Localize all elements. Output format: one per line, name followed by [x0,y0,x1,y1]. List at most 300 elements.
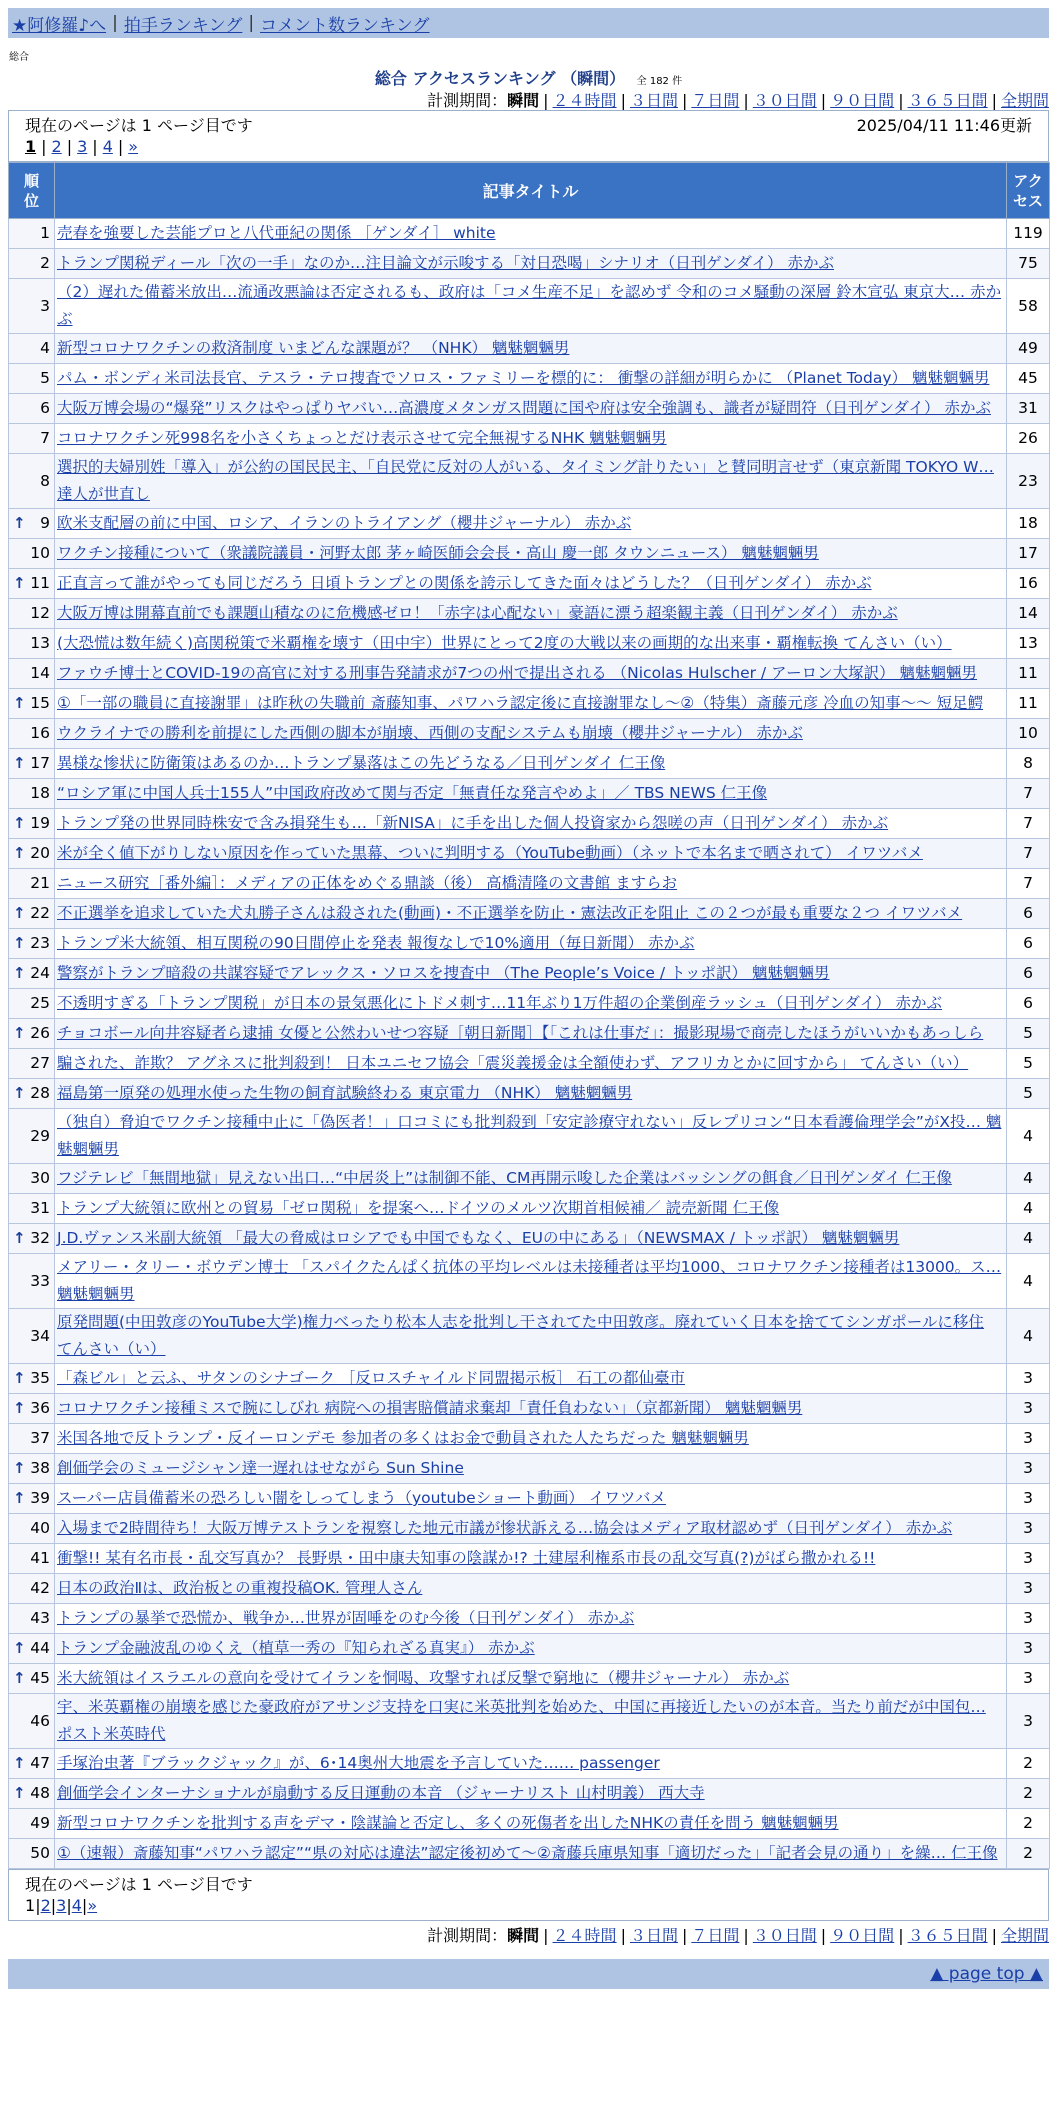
title-cell [55,839,1007,869]
table-row [9,989,1050,1019]
rank-cell [9,1224,55,1254]
period-selector-bottom [8,1923,1049,1945]
rank-number: 44 [30,1639,50,1657]
rank-cell [9,1574,55,1604]
period-link[interactable]: ９０日間 [830,1926,895,1945]
title-cell [55,1309,1007,1364]
rank-number: 18 [30,784,50,802]
rank-up-icon: ↑ [13,574,26,592]
period-link[interactable]: ３６５日間 [907,91,988,110]
title-cell [55,364,1007,394]
access-count: 3 [1007,1394,1050,1424]
rank-cell [9,539,55,569]
table-row [9,1544,1050,1574]
table-row [9,959,1050,989]
table-row [9,424,1050,454]
period-link[interactable]: ３０日間 [752,1926,817,1945]
rank-cell [9,1779,55,1809]
rank-up-icon: ↑ [13,964,26,982]
access-count: 49 [1007,334,1050,364]
access-count: 4 [1007,1254,1050,1309]
rank-cell [9,1694,55,1749]
article-link[interactable]: 福島第一原発の処理水使った生物の飼育試験終わる 東京電力 （NHK） 魑魅魍魎男 [57,1084,633,1102]
article-link[interactable]: ニュース研究［番外編］：メディアの正体をめぐる鼎談（後） 高橋清隆の文書館 ますらお [57,874,678,892]
rank-number: 42 [30,1579,50,1597]
rank-column-header: 順位 [9,163,55,219]
title-cell [55,719,1007,749]
article-link[interactable]: ①「一部の職員に直接謝罪」は昨秋の失職前 斎藤知事、パワハラ認定後に直接謝罪なし〜②（特集）斎藤元彦 冷血の知事〜〜 短足鰐 [57,694,984,712]
rank-cell [9,364,55,394]
article-link[interactable]: トランプ大統領に欧州との貿易「ゼロ関税」を提案へ…ドイツのメルツ次期首相候補／ 読売新聞 仁王像 [57,1199,780,1217]
title-cell [55,749,1007,779]
table-row [9,569,1050,599]
title-cell [55,1224,1007,1254]
table-row [9,1839,1050,1869]
updated-timestamp: 2025/04/11 11:46更新 [856,115,1032,135]
table-row [9,1664,1050,1694]
article-link[interactable]: トランプ関税ディール「次の一手」なのか…注目論文が示唆する「対日恐喝」シナリオ（日刊ゲンダイ） 赤かぶ [57,254,834,272]
rank-cell [9,279,55,334]
rank-number: 48 [30,1784,50,1802]
table-row [9,839,1050,869]
article-link[interactable]: コロナワクチン接種ミスで腕にしびれ 病院への損害賠償請求棄却「責任負わない」（京都新聞） 魑魅魍魎男 [57,1399,803,1417]
access-count: 4 [1007,1164,1050,1194]
access-count: 10 [1007,719,1050,749]
period-label: 計測期間： [427,91,508,110]
article-link[interactable]: トランプの暴挙で恐慌か、戦争か…世界が固唾をのむ今後（日刊ゲンダイ） 赤かぶ [57,1609,635,1627]
period-separator: | [820,91,827,110]
article-link[interactable]: （2）遅れた備蓄米放出…流通改悪論は否定されるも、政府は「コメ生産不足」を認めず 令和のコメ騒動の深層 鈴木宣弘 東京大… 赤かぶ [57,283,1002,328]
title-cell [55,1079,1007,1109]
home-link[interactable]: ★阿修羅♪へ [12,15,107,36]
article-link[interactable]: 売春を強要した芸能プロと八代亜紀の関係 ［ゲンダイ］ white [57,224,496,242]
article-link[interactable]: 不透明すぎる「トランプ関税」が日本の景気悪化にトドメ刺す…11年ぶり1万件超の企業倒産ラッシュ（日刊ゲンダイ） 赤かぶ [57,994,943,1012]
total-count: 全 182 件 [636,76,683,87]
access-count: 3 [1007,1484,1050,1514]
article-link[interactable]: 大阪万博会場の“爆発”リスクはやっぱりヤバい…高濃度メタンガス問題に国や府は安全強調も、識者が疑問符（日刊ゲンダイ） 赤かぶ [57,399,991,417]
table-row [9,749,1050,779]
article-link[interactable]: トランプ発の世界同時株安で含み損発生も…「新NISA」に手を出した個人投資家から怨嗟の声（日刊ゲンダイ） 赤かぶ [57,814,889,832]
access-count: 13 [1007,629,1050,659]
title-cell [55,424,1007,454]
rank-number: 7 [40,429,50,447]
page-link[interactable]: 3 [56,1895,67,1915]
rank-cell [9,659,55,689]
rank-number: 47 [30,1754,50,1772]
rank-number: 10 [30,544,50,562]
title-cell [55,1694,1007,1749]
table-row [9,1164,1050,1194]
rank-number: 26 [30,1024,50,1042]
period-separator: | [991,1926,997,1945]
title-cell [55,899,1007,929]
title-cell [55,989,1007,1019]
period-separator: | [991,91,997,110]
rank-cell [9,424,55,454]
page-title-text: 総合 アクセスランキング （瞬間） [374,69,626,88]
period-link[interactable]: 全期間 [1000,1926,1049,1945]
rank-up-icon: ↑ [13,1399,26,1417]
article-link[interactable]: パム・ボンディ米司法長官、テスラ・テロ捜査でソロス・ファミリーを標的に： 衝撃の詳細が明らかに （Planet Today） 魑魅魍魎男 [57,369,990,387]
article-link[interactable]: ワクチン接種について（衆議院議員・河野太郎 茅ヶ崎医師会会長・高山 慶一郎 タウンニュース） 魑魅魍魎男 [57,544,819,562]
period-link[interactable]: ７日間 [691,1926,740,1945]
rank-cell [9,1634,55,1664]
rank-cell [9,809,55,839]
table-row [9,1394,1050,1424]
access-count: 17 [1007,539,1050,569]
title-cell [55,1194,1007,1224]
table-row [9,1079,1050,1109]
rank-up-icon: ↑ [13,814,26,832]
rank-number: 34 [30,1326,50,1345]
table-row [9,364,1050,394]
rank-number: 22 [30,904,50,922]
title-cell [55,629,1007,659]
table-row [9,1484,1050,1514]
access-count: 23 [1007,454,1050,509]
article-link[interactable]: 大阪万博は開幕直前でも課題山積なのに危機感ゼロ！「赤字は心配ない」豪語に漂う超楽観主義（日刊ゲンダイ） 赤かぶ [57,604,898,622]
table-row [9,1634,1050,1664]
page-separator: | [81,1895,88,1915]
rank-cell [9,689,55,719]
access-count: 4 [1007,1194,1050,1224]
page-top-link[interactable]: ▲ page top ▲ [930,1964,1043,1984]
title-cell [55,509,1007,539]
title-cell [55,249,1007,279]
table-row [9,1809,1050,1839]
rank-cell [9,1454,55,1484]
table-row [9,509,1050,539]
article-link[interactable]: チョコボール向井容疑者ら逮捕 女優と公然わいせつ容疑［朝日新聞］【「これは仕事だ」：撮影現場で商売したほうがいいかもあっしら [57,1024,984,1042]
article-link[interactable]: 警察がトランプ暗殺の共謀容疑でアレックス・ソロスを捜査中 （The People’s Voice / トッポ訳） 魑魅魍魎男 [57,964,830,982]
table-row [9,629,1050,659]
article-link[interactable]: 衝撃!! 某有名市長・乱交写真か？ 長野県・田中康夫知事の陰謀か!? 土建屋利権系市長の乱交写真(?)がばら撒かれる!! [57,1549,876,1567]
period-separator: | [543,1926,549,1945]
rank-cell [9,219,55,249]
period-current: 瞬間 [507,1926,540,1945]
rank-up-icon: ↑ [13,1639,26,1657]
article-link[interactable]: 米大統領はイスラエルの意向を受けてイランを恫喝、攻撃すれば反撃で窮地に（櫻井ジャーナル） 赤かぶ [57,1669,790,1687]
article-link[interactable]: 原発問題(中田敦彦のYouTube大学)権力べったり松本人志を批判し干されてた中田敦彦。廃れていく日本を捨ててシンガポールに移住 てんさい（い） [57,1313,984,1358]
article-link[interactable]: メアリー・タリー・ボウデン博士 「スパイクたんぱく抗体の平均レベルは未接種者は平均1000、コロナワクチン接種者は13000。ス… 魑魅魍魎男 [57,1258,1002,1303]
table-row [9,1364,1050,1394]
rank-cell [9,1309,55,1364]
access-count: 7 [1007,809,1050,839]
table-row [9,1454,1050,1484]
footer-bar [8,1959,1049,1989]
page-link[interactable]: 3 [77,136,88,156]
rank-number: 45 [30,1669,50,1687]
table-row [9,1109,1050,1164]
title-cell [55,869,1007,899]
period-link[interactable]: ２４時間 [552,91,617,110]
rank-cell [9,1839,55,1869]
applause-ranking-link[interactable]: 拍手ランキング [123,15,243,36]
period-link[interactable]: ３日間 [629,91,678,110]
page-separator: | [66,1895,72,1915]
rank-number: 49 [30,1814,50,1832]
rank-up-icon: ↑ [13,1669,26,1687]
table-row [9,779,1050,809]
period-link[interactable]: ２４時間 [552,1926,617,1945]
table-row [9,659,1050,689]
pagination-top [8,110,1049,162]
rank-number: 1 [40,224,50,242]
table-row [9,599,1050,629]
rank-number: 11 [30,574,50,592]
period-separator: | [743,91,749,110]
page-link[interactable]: 4 [102,136,113,156]
access-count: 3 [1007,1544,1050,1574]
title-cell [55,959,1007,989]
access-count: 7 [1007,779,1050,809]
title-cell [55,569,1007,599]
table-row [9,1309,1050,1364]
period-separator: | [820,1926,827,1945]
title-cell [55,1779,1007,1809]
title-cell [55,1164,1007,1194]
rank-number: 12 [30,604,50,622]
title-cell [55,279,1007,334]
rank-cell [9,334,55,364]
article-link[interactable]: (大恐慌は数年続く)高関税策で米覇権を壊す（田中宇）世界にとって2度の大戦以来の画期的な出来事・覇権転換 てんさい（い） [57,634,952,652]
rank-up-icon: ↑ [13,1084,26,1102]
article-link[interactable]: 入場まで2時間待ち！大阪万博テストランを視察した地元市議が惨状訴える…協会はメディア取材認めず（日刊ゲンダイ） 赤かぶ [57,1519,953,1537]
table-row [9,869,1050,899]
ranking-table [8,162,1050,1869]
access-count: 3 [1007,1574,1050,1604]
rank-number: 35 [30,1369,50,1387]
article-link[interactable]: 創価学会のミュージシャン達一遅れはせながら Sun Shine [57,1459,464,1477]
access-count: 45 [1007,364,1050,394]
rank-number: 30 [30,1169,50,1187]
access-count: 6 [1007,989,1050,1019]
rank-up-icon: ↑ [13,1024,26,1042]
access-count: 6 [1007,959,1050,989]
rank-cell [9,1394,55,1424]
title-cell [55,1604,1007,1634]
period-link[interactable]: ７日間 [691,91,740,110]
access-count: 5 [1007,1049,1050,1079]
article-link[interactable]: ウクライナでの勝利を前提にした西側の脚本が崩壊、西側の支配システムも崩壊（櫻井ジャーナル） 赤かぶ [57,724,803,742]
article-link[interactable]: スーパー店員備蓄米の恐ろしい闇をしってしまう（youtubeショート動画） イワツバメ [57,1489,667,1507]
rank-up-icon: ↑ [13,844,26,862]
period-separator: | [743,1926,749,1945]
title-cell [55,1544,1007,1574]
article-link[interactable]: 新型コロナワクチンの救済制度 いまどんな課題が？ （NHK） 魑魅魍魎男 [57,339,570,357]
title-cell [55,1254,1007,1309]
article-link[interactable]: 不正選挙を追求していた犬丸勝子さんは殺された(動画)・不正選挙を防止・憲法改正を阻止 この２つが最も重要な２つ イワツバメ [57,904,963,922]
access-count: 6 [1007,929,1050,959]
article-link[interactable]: 手塚治虫著『ブラックジャック』が、6･14奥州大地震を予言していた…… passenger [57,1754,660,1772]
title-cell [55,1839,1007,1869]
table-row [9,1049,1050,1079]
rank-number: 50 [30,1844,50,1862]
rank-cell [9,749,55,779]
page-link[interactable]: 2 [51,136,62,156]
access-count: 11 [1007,689,1050,719]
rank-number: 36 [30,1399,50,1417]
table-row [9,1779,1050,1809]
title-cell [55,1049,1007,1079]
rank-up-icon: ↑ [13,1754,26,1772]
article-link[interactable]: 「森ビル」と云ふ、サタンのシナゴーク ［反ロスチャイルド同盟掲示板］ 石工の都仙臺市 [57,1369,685,1387]
table-row [9,809,1050,839]
table-row [9,689,1050,719]
period-link[interactable]: ３０日間 [752,91,817,110]
article-link[interactable]: ①（速報）斎藤知事“パワハラ認定”“県の対応は違法”認定後初めて〜②斎藤兵庫県知事「適切だった」「記者会見の通り」を繰… 仁王像 [57,1844,998,1862]
access-count: 7 [1007,869,1050,899]
table-row [9,1749,1050,1779]
period-link[interactable]: ３日間 [629,1926,678,1945]
period-link[interactable]: ３６５日間 [907,1926,988,1945]
rank-number: 9 [40,514,50,532]
top-navigation-bar [8,8,1049,38]
period-link[interactable]: 全期間 [1000,91,1049,110]
period-separator: | [898,1926,904,1945]
rank-number: 33 [30,1271,50,1290]
table-row [9,334,1050,364]
title-cell [55,1749,1007,1779]
table-row [9,249,1050,279]
article-link[interactable]: 新型コロナワクチンを批判する声をデマ・陰謀論と否定し、多くの死傷者を出したNHKの責任を問う 魑魅魍魎男 [57,1814,839,1832]
article-link[interactable]: トランプ金融波乱のゆくえ（植草一秀の『知られざる真実』） 赤かぶ [57,1639,535,1657]
rank-number: 37 [30,1429,50,1447]
title-cell [55,1484,1007,1514]
table-row [9,219,1050,249]
access-count: 119 [1007,219,1050,249]
article-link[interactable]: 創価学会インターナショナルが扇動する反日運動の本音 （ジャーナリスト 山村明義） 西大寺 [57,1784,705,1802]
rank-up-icon: ↑ [13,1784,26,1802]
rank-cell [9,959,55,989]
page-link[interactable]: 4 [71,1895,82,1915]
table-row [9,394,1050,424]
access-count: 3 [1007,1454,1050,1484]
period-separator: | [681,1926,688,1945]
rank-number: 32 [30,1229,50,1247]
rank-number: 41 [30,1549,50,1567]
next-page-link[interactable]: » [87,1895,98,1915]
article-link[interactable]: コロナワクチン死998名を小さくちょっとだけ表示させて完全無視するNHK 魑魅魍魎男 [57,429,667,447]
comment-ranking-link[interactable]: コメント数ランキング [260,15,430,36]
rank-number: 43 [30,1609,50,1627]
period-separator: | [543,91,549,110]
rank-cell [9,1109,55,1164]
access-count: 18 [1007,509,1050,539]
rank-up-icon: ↑ [13,754,26,772]
rank-number: 19 [30,814,50,832]
rank-number: 8 [40,471,50,490]
article-link[interactable]: 正直言って誰がやっても同じだろう 日頃トランプとの関係を誇示してきた面々はどうした？（日刊ゲンダイ） 赤かぶ [57,574,872,592]
table-row [9,1604,1050,1634]
period-link[interactable]: ９０日間 [830,91,895,110]
access-count: 75 [1007,249,1050,279]
table-row [9,1574,1050,1604]
title-column-header: 記事タイトル [55,163,1007,219]
access-count: 31 [1007,394,1050,424]
access-count: 3 [1007,1514,1050,1544]
page-link[interactable]: 2 [40,1895,51,1915]
rank-cell [9,1049,55,1079]
access-count: 4 [1007,1224,1050,1254]
rank-number: 4 [40,339,50,357]
article-link[interactable]: 選択的夫婦別姓「導入」が公約の国民民主、「自民党に反対の人がいる、タイミング計りたい」と賛同明言せず（東京新聞 TOKYO W… 達人が世直し [57,458,994,503]
page-separator: | [92,136,98,156]
title-cell [55,689,1007,719]
article-link[interactable]: ファウチ博士とCOVID-19の高官に対する刑事告発請求が7つの州で提出される （Nicolas Hulscher / アーロン大塚訳） 魑魅魍魎男 [57,664,978,682]
article-link[interactable]: 宇、米英覇権の崩壊を感じた豪政府がアサンジ支持を口実に米英批判を始めた、中国に再接近したいのが本音。当たり前だが中国包… ポスト米英時代 [57,1698,986,1743]
rank-up-icon: ↑ [13,1229,26,1247]
rank-up-icon: ↑ [13,514,26,532]
access-count: 2 [1007,1779,1050,1809]
article-link[interactable]: 騙された、詐欺？ アグネスに批判殺到！ 日本ユニセフ協会「震災義援金は全額使わず、アフリカとかに回すから」 てんさい（い） [57,1054,969,1072]
title-cell [55,1634,1007,1664]
rank-number: 20 [30,844,50,862]
page-title [0,66,1057,88]
article-link[interactable]: トランプ米大統領、相互関税の90日間停止を発表 報復なしで10%適用（毎日新聞） 赤かぶ [57,934,695,952]
rank-cell [9,1424,55,1454]
table-row [9,1019,1050,1049]
article-link[interactable]: 欧米支配層の前に中国、ロシア、イランのトライアング（櫻井ジャーナル） 赤かぶ [57,514,632,532]
title-cell [55,1514,1007,1544]
access-count: 4 [1007,1309,1050,1364]
title-cell [55,659,1007,689]
access-count: 11 [1007,659,1050,689]
title-cell [55,1109,1007,1164]
page-links-bottom [25,1894,1032,1916]
article-link[interactable]: フジテレビ「無間地獄」見えない出口…“中居炎上”は制御不能、CM再開示唆した企業はバッシングの餌食／日刊ゲンダイ 仁王像 [57,1169,952,1187]
page-separator: | [35,1895,41,1915]
rank-cell [9,599,55,629]
article-link[interactable]: “ロシア軍に中国人兵士155人”中国政府改めて関与否定「無責任な発言やめよ」／ TBS NEWS 仁王像 [57,784,768,802]
page-links [25,135,1032,157]
table-row [9,279,1050,334]
next-page-link[interactable]: » [128,136,139,156]
rank-up-icon: ↑ [13,1489,26,1507]
rank-cell [9,1514,55,1544]
rank-number: 17 [30,754,50,772]
period-label: 計測期間： [427,1926,508,1945]
category-label: 総合 [9,52,29,63]
rank-cell [9,1809,55,1839]
period-separator: | [620,1926,626,1945]
article-link[interactable]: 異様な惨状に防衛策はあるのか…トランプ暴落はこの先どうなる／日刊ゲンダイ 仁王像 [57,754,666,772]
title-cell [55,599,1007,629]
access-count: 14 [1007,599,1050,629]
table-row [9,1254,1050,1309]
rank-cell [9,1604,55,1634]
rank-cell [9,1664,55,1694]
article-link[interactable]: 日本の政治Ⅱは、政治板との重複投稿OK. 管理人さん [57,1579,423,1597]
rank-cell [9,1079,55,1109]
rank-number: 16 [30,724,50,742]
article-link[interactable]: 米が全く値下がりしない原因を作っていた黒幕、ついに判明する（YouTube動画）（ネットで本名まで晒されて） イワツバメ [57,844,923,862]
article-link[interactable]: 米国各地で反トランプ・反イーロンデモ 参加者の多くはお金で動員された人たちだった 魑魅魍魎男 [57,1429,749,1447]
rank-cell [9,869,55,899]
rank-cell [9,779,55,809]
access-count: 7 [1007,839,1050,869]
article-link[interactable]: （独自）脅迫でワクチン接種中止に「偽医者！」口コミにも批判殺到「安定診療守れない」反レプリコン“日本看護倫理学会”がX投… 魑魅魍魎男 [57,1113,1002,1158]
period-separator: | [620,91,626,110]
title-cell [55,1809,1007,1839]
rank-cell [9,1544,55,1574]
access-count: 2 [1007,1839,1050,1869]
rank-up-icon: ↑ [13,1369,26,1387]
table-row [9,1424,1050,1454]
article-link[interactable]: J.D.ヴァンス米副大統領 「最大の脅威はロシアでも中国でもなく、EUの中にある」（NEWSMAX / トッポ訳） 魑魅魍魎男 [57,1229,900,1247]
access-count: 26 [1007,424,1050,454]
page-separator: | [66,136,73,156]
